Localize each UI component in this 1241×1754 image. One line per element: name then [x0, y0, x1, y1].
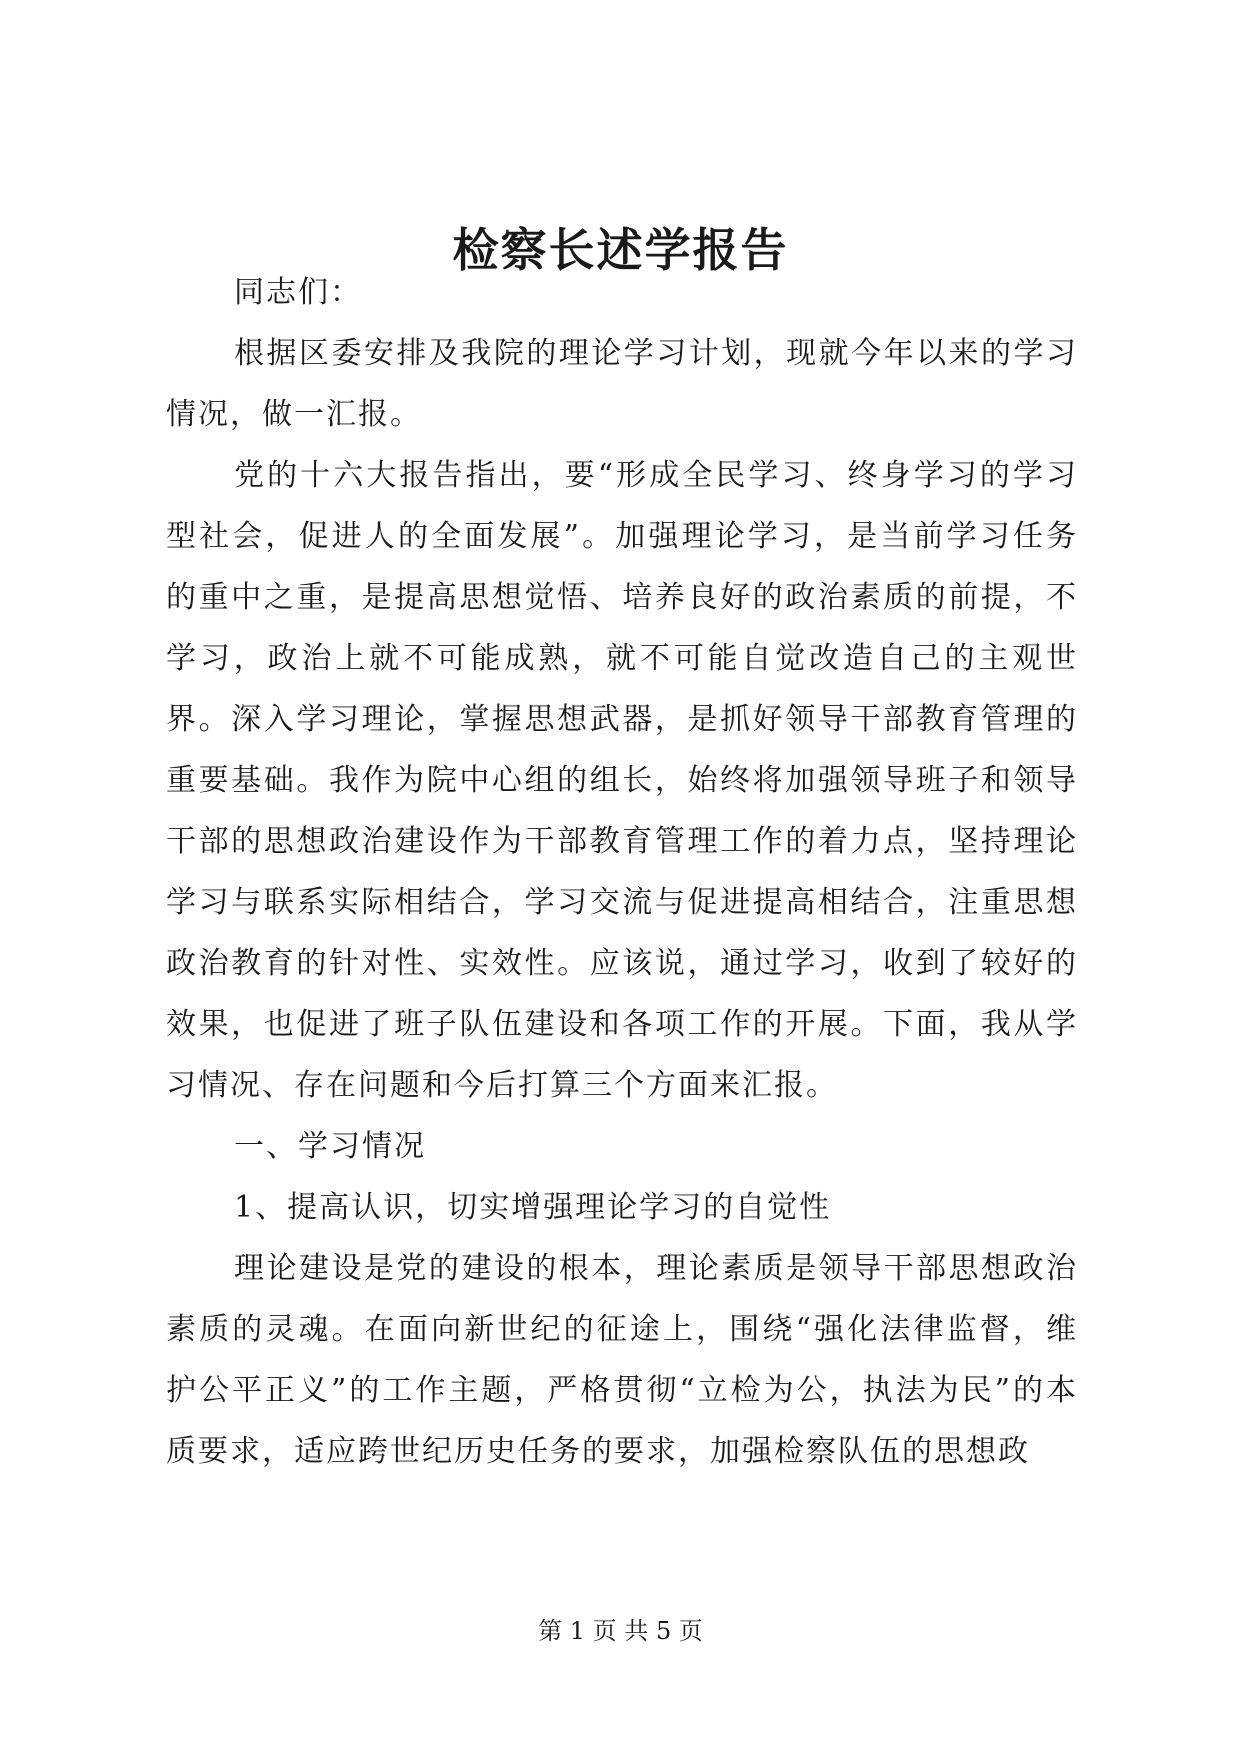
- overview-paragraph: 党的十六大报告指出，要“形成全民学习、终身学习的学习型社会，促进人的全面发展”。加强理论学习，是当前学习任务的重中之重，是提高思想觉悟、培养良好的政治素质的前提，不学习，政治上就不可能成熟，就不可能自觉改造自己的主观世界。深入学习理论，掌握思想武器，是抓好领导干部教育管理的重要基础。我作为院中心组的组长，始终将加强领导班子和领导干部的思想政治建设作为干部教育管理工作的着力点，坚持理论学习与联系实际相结合，学习交流与促进提高相结合，注重思想政治教育的针对性、实效性。应该说，通过学习，收到了较好的效果，也促进了班子队伍建设和各项工作的开展。下面，我从学习情况、存在问题和今后打算三个方面来汇报。: [166, 458, 1078, 1103]
- subsection-heading-awareness: 1、提高认识，切实增强理论学习的自觉性: [234, 1190, 832, 1225]
- document-title: 检察长述学报告: [452, 223, 789, 277]
- section-heading-study: 一、学习情况: [234, 1129, 426, 1164]
- page-number-footer: 第 1 页 共 5 页: [538, 1617, 703, 1645]
- greeting-paragraph: 同志们：: [234, 275, 362, 310]
- intro-paragraph: 根据区委安排及我院的理论学习计划，现就今年以来的学习情况，做一汇报。: [166, 336, 1078, 432]
- document-body: [166, 262, 1078, 1482]
- theory-paragraph: 理论建设是党的建设的根本，理论素质是领导干部思想政治素质的灵魂。在面向新世纪的征途上，围绕“强化法律监督，维护公平正义”的工作主题，严格贯彻“立检为公，执法为民”的本质要求，适应跨世纪历史任务的要求，加强检察队伍的思想政: [166, 1251, 1078, 1469]
